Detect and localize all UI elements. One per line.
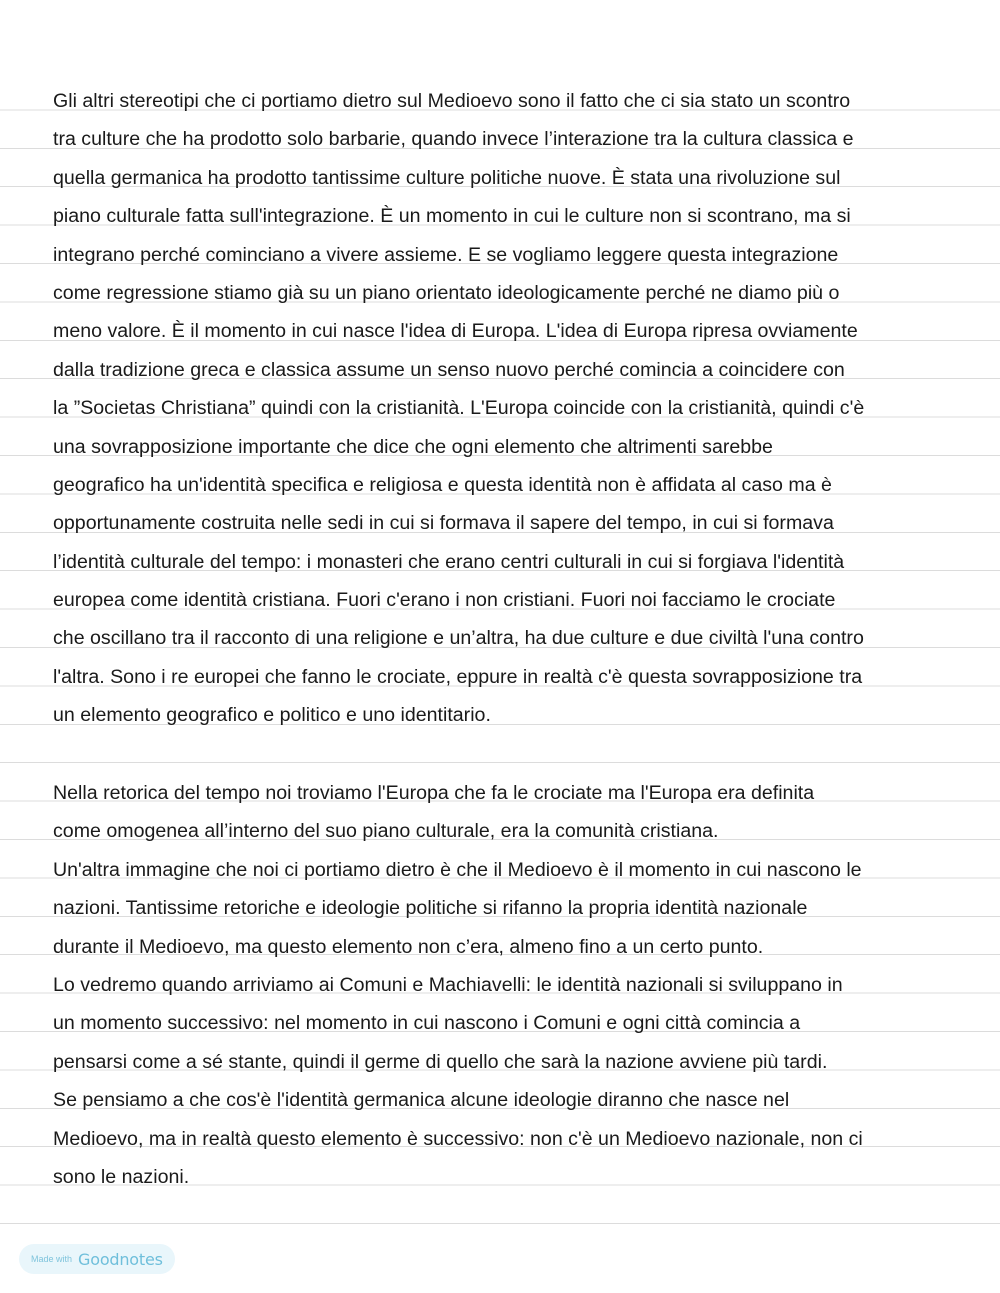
made-with-label: Made with [31,1254,73,1264]
text-line: che oscillano tra il racconto di una religione e un’altra, ha due culture e due civiltà l'una contro [53,627,864,650]
text-line: piano culturale fatta sull'integrazione. È un momento in cui le culture non si scontrano, ma si [53,205,851,228]
text-line: integrano perché cominciano a vivere assieme. E se vogliamo leggere questa integrazione [53,243,839,266]
text-line: tra culture che ha prodotto solo barbarie, quando invece l’interazione tra la cultura classica e [53,128,854,151]
text-line: la ”Societas Christiana” quindi con la cristianità. L'Europa coincide con la cristianità, quindi c'è [53,397,865,420]
text-line: un momento successivo: nel momento in cui nascono i Comuni e ogni città comincia a [53,1012,801,1035]
text-line: meno valore. È il momento in cui nasce l'idea di Europa. L'idea di Europa ripresa ovviamente [53,320,858,343]
text-line: Gli altri stereotipi che ci portiamo dietro sul Medioevo sono il fatto che ci sia stato un scontro [53,90,851,112]
paragraph-1 [53,82,953,735]
text-line: pensarsi come a sé stante, quindi il germe di quello che sarà la nazione avviene più tardi. [53,1050,828,1073]
text-line: un elemento geografico e politico e uno identitario. [53,704,491,727]
text-line: Lo vedremo quando arriviamo ai Comuni e Machiavelli: le identità nazionali si sviluppano in [53,973,843,996]
text-line: durante il Medioevo, ma questo elemento non c’era, almeno fino a un certo punto. [53,935,764,958]
text-line: come omogenea all’interno del suo piano culturale, era la comunità cristiana. [53,820,719,843]
text-line: Se pensiamo a che cos'è l'identità germanica alcune ideologie diranno che nasce nel [53,1089,790,1112]
text-line: dalla tradizione greca e classica assume un senso nuovo perché comincia a coincidere con [53,358,845,381]
text-line: Nella retorica del tempo noi troviamo l'Europa che fa le crociate ma l'Europa era definita [53,782,815,804]
text-line: quella germanica ha prodotto tantissime culture politiche nuove. È stata una rivoluzione sul [53,166,841,189]
text-line: geografico ha un'identità specifica e religiosa e questa identità non è affidata al caso ma è [53,473,832,496]
text-line: sono le nazioni. [53,1165,190,1188]
text-line: opportunamente costruita nelle sedi in cui si formava il sapere del tempo, in cui si formava [53,512,834,535]
text-line: Medioevo, ma in realtà questo elemento è successivo: non c'è un Medioevo nazionale, non ci [53,1127,863,1150]
text-line: Un'altra immagine che noi ci portiamo dietro è che il Medioevo è il momento in cui nascono le [53,858,862,881]
made-with-goodnotes-badge[interactable] [19,1244,175,1274]
text-line: una sovrapposizione importante che dice che ogni elemento che altrimenti sarebbe [53,435,773,458]
text-line: come regressione stiamo già su un piano orientato ideologicamente perché ne diamo più o [53,281,840,304]
text-line: l’identità culturale del tempo: i monasteri che erano centri culturali in cui si forgiava l'identità [53,550,845,573]
text-line: europea come identità cristiana. Fuori c'erano i non cristiani. Fuori noi facciamo le crociate [53,589,836,612]
goodnotes-logo-text: Goodnotes [78,1249,163,1269]
text-line: nazioni. Tantissime retoriche e ideologie politiche si rifanno la propria identità nazionale [53,897,808,920]
paragraph-2 [53,774,953,1196]
text-line: l'altra. Sono i re europei che fanno le crociate, eppure in realtà c'è questa sovrapposizione tra [53,665,863,688]
